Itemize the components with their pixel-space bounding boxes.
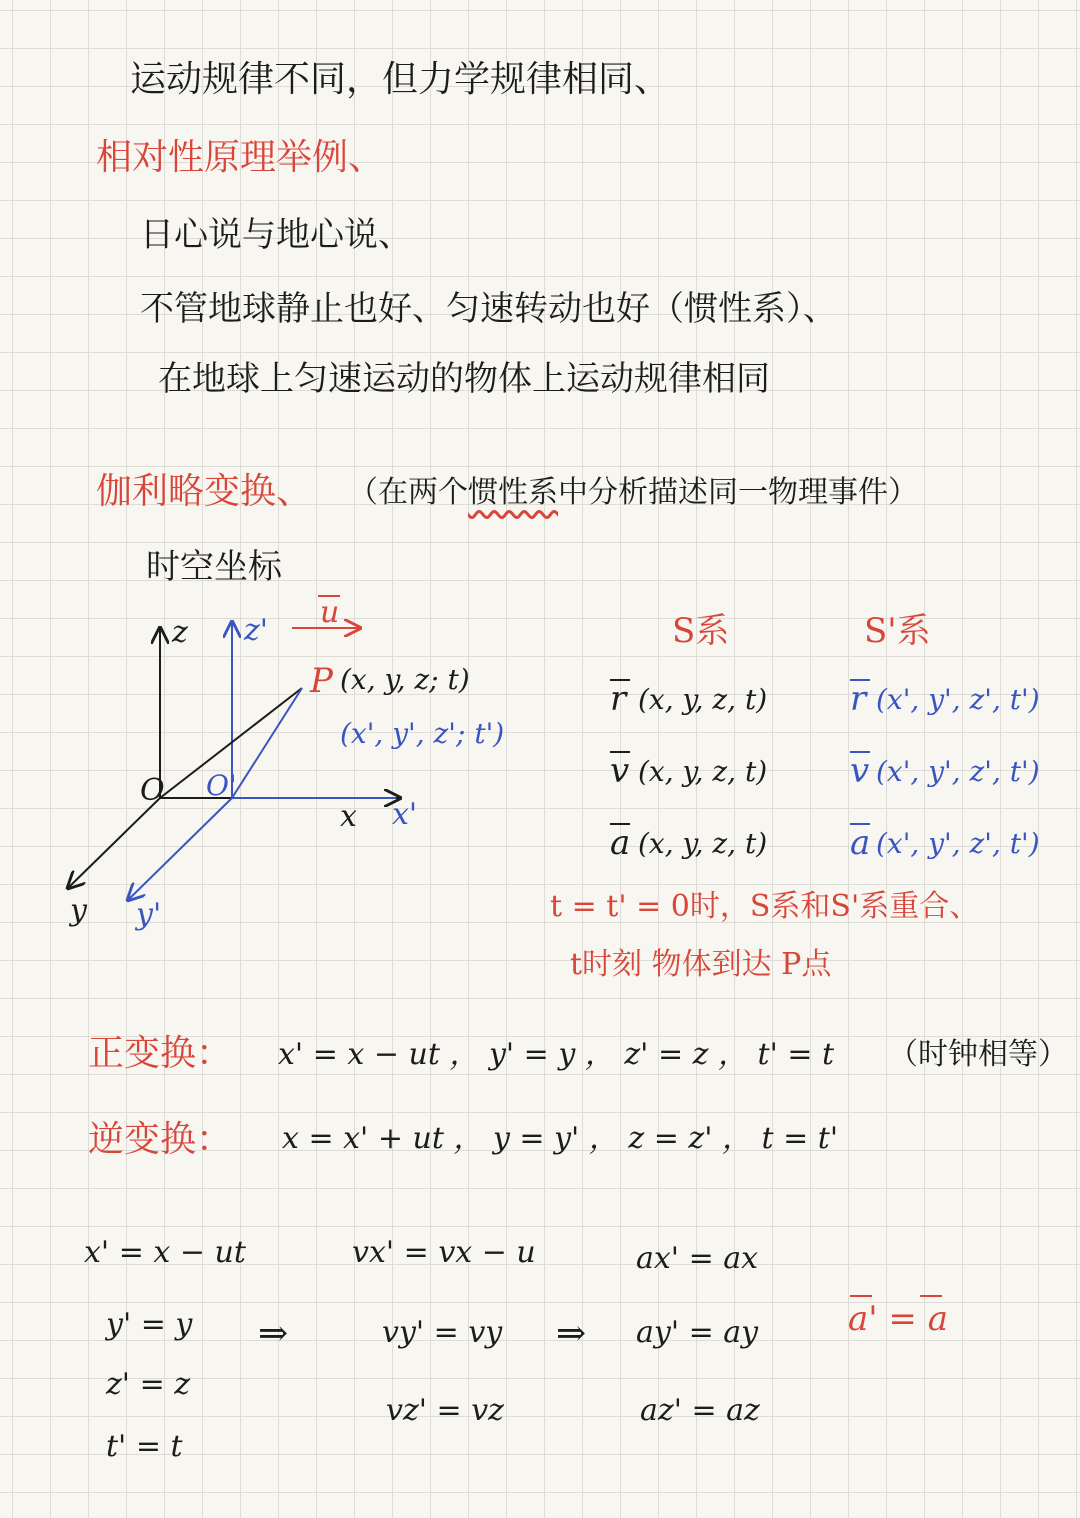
sp-position-vector (232, 688, 302, 798)
label-O-prime: O' (206, 769, 237, 802)
derivation-col2-row1: vx' = vx − u (352, 1235, 536, 1270)
derivation-col1-row2: y' = y (106, 1307, 193, 1342)
galilean-note-wavy: 惯性系 (468, 475, 558, 510)
derivation-col1-row4: t' = t (106, 1429, 183, 1464)
row-r-Sp: (x', y', z', t') (876, 683, 1040, 716)
galilean-note-prefix: （在两个 (348, 475, 468, 510)
label-x-prime: x' (392, 797, 418, 832)
coincide-note: t = t' = 0时，S系和S'系重合、 (550, 889, 980, 924)
acceleration-invariance-result: a' = a (848, 1299, 948, 1339)
row-a-S: (x, y, z, t) (638, 827, 768, 860)
forward-equation: x' = x − ut ， y' = y ， z' = z ， t' = t (278, 1037, 835, 1072)
arrival-note: t时刻 物体到达 P点 (570, 947, 832, 982)
label-P: P (310, 661, 333, 701)
row-v-Sp: (x', y', z', t') (876, 755, 1040, 788)
intro-line: 运动规律不同，但力学规律相同、 (130, 59, 671, 100)
inverse-equation: x = x' + ut ， y = y' ， z = z' ， t = t' (282, 1121, 839, 1156)
derivation-col2-row2: vy' = vy (382, 1315, 503, 1350)
s-y-axis (68, 798, 160, 888)
derivation-col3-row2: ay' = ay (636, 1315, 759, 1350)
inverse-label: 逆变换： (88, 1119, 233, 1160)
row-a-Sp: (x', y', z', t') (876, 827, 1040, 860)
forward-label: 正变换： (88, 1033, 233, 1074)
label-P-coords-Sp: (x', y', z'; t') (340, 717, 505, 750)
derivation-col1-row3: z' = z (106, 1367, 191, 1402)
row-r-S: (x, y, z, t) (638, 683, 768, 716)
label-z-prime: z' (244, 613, 269, 648)
galilean-title: 伽利略变换、 (96, 471, 313, 512)
implies-arrow-1: ⇒ (258, 1313, 289, 1354)
label-z: z (172, 615, 188, 650)
label-u: u (320, 595, 340, 630)
label-y-prime: y' (136, 897, 162, 932)
label-x: x (340, 799, 357, 834)
row-r-symbol-prime: r (850, 679, 867, 719)
derivation-col2-row3: vz' = vz (386, 1393, 504, 1428)
relativity-line-1: 日心说与地心说、 (140, 215, 412, 255)
row-v-symbol-prime: v (850, 751, 870, 791)
label-O: O (140, 773, 165, 808)
relativity-line-3: 在地球上匀速运动的物体上运动规律相同 (158, 359, 770, 399)
derivation-col3-row1: ax' = ax (636, 1241, 759, 1276)
header-Sp: S'系 (864, 611, 931, 651)
row-a-symbol: a (610, 823, 631, 863)
row-a-symbol-prime: a (850, 823, 871, 863)
row-v-S: (x, y, z, t) (638, 755, 768, 788)
header-S: S系 (672, 611, 730, 651)
row-r-symbol: r (610, 679, 627, 719)
forward-note: （时钟相等） (888, 1037, 1068, 1072)
derivation-col1-row1: x' = x − ut (84, 1235, 246, 1270)
label-P-coords-S: (x, y, z; t) (340, 663, 470, 696)
label-y: y (70, 893, 87, 928)
relativity-line-2: 不管地球静止也好、匀速转动也好（惯性系）、 (140, 289, 837, 329)
galilean-note-suffix: 中分析描述同一物理事件） (558, 475, 918, 510)
row-v-symbol: v (610, 751, 630, 791)
derivation-col3-row3: az' = az (640, 1393, 760, 1428)
implies-arrow-2: ⇒ (556, 1313, 587, 1354)
coord-title: 时空坐标 (146, 547, 282, 587)
relativity-title: 相对性原理举例、 (96, 137, 385, 178)
